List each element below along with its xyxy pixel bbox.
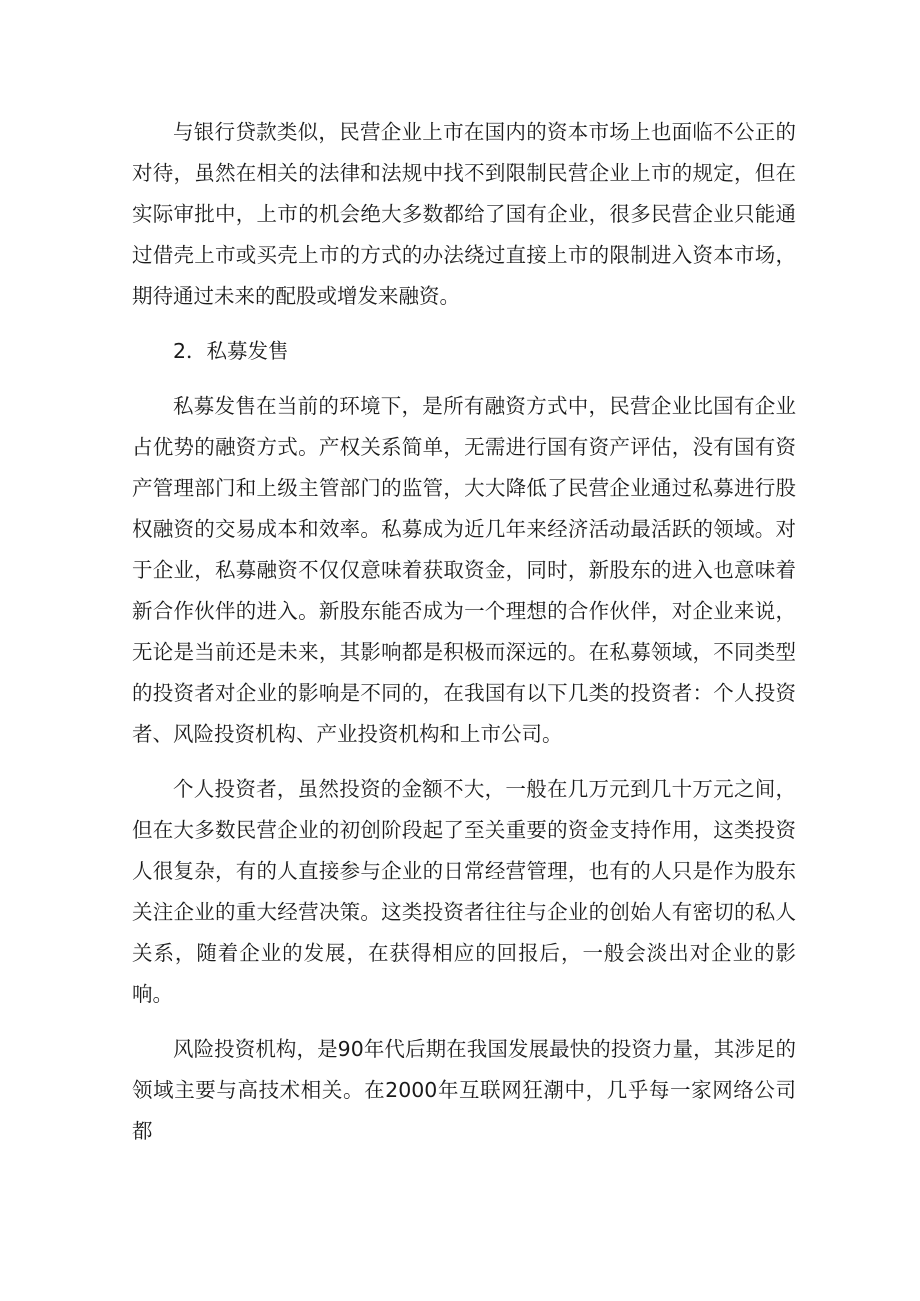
paragraph-private-placement: 私募发售在当前的环境下，是所有融资方式中，民营企业比国有企业占优势的融资方式。产权关系简单，无需进行国有资产评估，没有国有资产管理部门和上级主管部门的监管，大大降低了民营企业通过私募进行股权融资的交易成本和效率。私募成为近几年来经济活动最活跃的领域。对于企业，私募融资不仅仅意味着获取资金，同时，新股东的进入也意味着新合作伙伴的进入。新股东能否成为一个理想的合作伙伴，对企业来说，无论是当前还是未来，其影响都是积极而深远的。在私募领域，不同类型的投资者对企业的影响是不同的，在我国有以下几类的投资者：个人投资者、风险投资机构、产业投资机构和上市公司。: [132, 394, 796, 746]
paragraph-venture-capital: 风险投资机构，是90年代后期在我国发展最快的投资力量，其涉足的领域主要与高技术相关。在2000年互联网狂潮中，几乎每一家网络公司都: [132, 1037, 796, 1143]
document-body: [132, 112, 796, 1152]
section-heading-private-placement: 2．私募发售: [173, 339, 289, 363]
paragraph-individual-investors: 个人投资者，虽然投资的金额不大，一般在几万元到几十万元之间，但在大多数民营企业的初创阶段起了至关重要的资金支持作用，这类投资人很复杂，有的人直接参与企业的日常经营管理，也有的人只是作为股东关注企业的重大经营决策。这类投资者往往与企业的创始人有密切的私人关系，随着企业的发展，在获得相应的回报后，一般会淡出对企业的影响。: [132, 777, 796, 1006]
paragraph-listing-inequity: 与银行贷款类似，民营企业上市在国内的资本市场上也面临不公正的对待，虽然在相关的法律和法规中找不到限制民营企业上市的规定，但在实际审批中，上市的机会绝大多数都给了国有企业，很多民营企业只能通过借壳上市或买壳上市的方式的办法绕过直接上市的限制进入资本市场，期待通过未来的配股或增发来融资。: [132, 120, 796, 308]
